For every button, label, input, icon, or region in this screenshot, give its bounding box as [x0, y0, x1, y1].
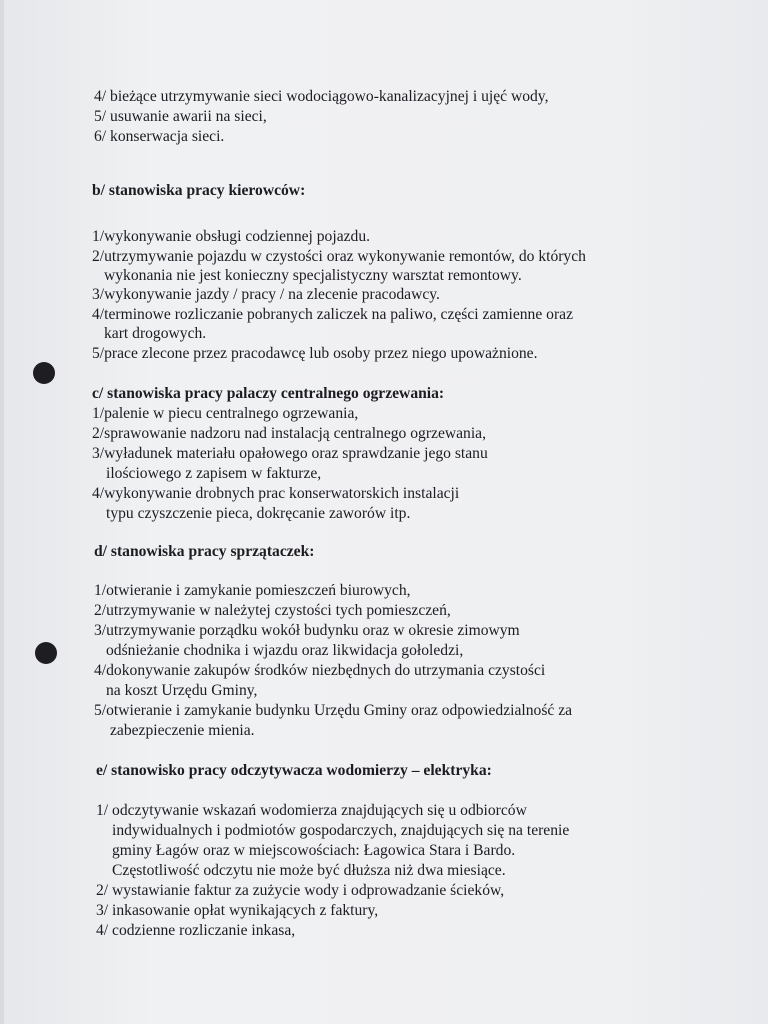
list-item-continuation: na koszt Urzędu Gminy,: [106, 682, 258, 699]
list-item: 4/ bieżące utrzymywanie sieci wodociągowo-kanalizacyjnej i ujęć wody,: [94, 88, 549, 105]
list-item: 1/otwieranie i zamykanie pomieszczeń biurowych,: [94, 582, 411, 599]
list-item: 5/prace zlecone przez pracodawcę lub osoby przez niego upoważnione.: [92, 345, 538, 362]
list-item-continuation: Częstotliwość odczytu nie może być dłuższa niż dwa miesiące.: [112, 862, 506, 879]
list-item-continuation: gminy Łagów oraz w miejscowościach: Łagowica Stara i Bardo.: [112, 842, 516, 859]
list-item: 3/wyładunek materiału opałowego oraz sprawdzanie jego stanu: [92, 445, 488, 462]
punch-hole-icon: [35, 642, 57, 664]
list-item: 5/otwieranie i zamykanie budynku Urzędu Gminy oraz odpowiedzialność za: [94, 702, 573, 719]
list-item: 6/ konserwacja sieci.: [94, 128, 225, 145]
list-item: 2/utrzymywanie w należytej czystości tych pomieszczeń,: [94, 602, 451, 619]
list-item-continuation: indywidualnych i podmiotów gospodarczych, znajdujących się na terenie: [112, 822, 570, 839]
list-item: 4/terminowe rozliczanie pobranych zaliczek na paliwo, części zamienne oraz: [92, 306, 573, 323]
section-heading: e/ stanowisko pracy odczytywacza wodomierzy – elektryka:: [96, 762, 492, 779]
list-item: 4/dokonywanie zakupów środków niezbędnych do utrzymania czystości: [94, 662, 546, 679]
list-item: 3/wykonywanie jazdy / pracy / na zlecenie pracodawcy.: [92, 286, 440, 303]
list-item-continuation: wykonania nie jest konieczny specjalistyczny warsztat remontowy.: [104, 267, 522, 284]
list-item: 2/sprawowanie nadzoru nad instalacją centralnego ogrzewania,: [92, 425, 487, 442]
list-item: 4/wykonywanie drobnych prac konserwatorskich instalacji: [92, 485, 460, 502]
list-item: 1/wykonywanie obsługi codziennej pojazdu.: [92, 228, 371, 245]
punch-hole-icon: [33, 362, 55, 384]
list-item: 5/ usuwanie awarii na sieci,: [94, 108, 267, 125]
list-item: 4/ codzienne rozliczanie inkasa,: [96, 922, 296, 939]
list-item-continuation: odśnieżanie chodnika i wjazdu oraz likwidacja gołoledzi,: [106, 642, 464, 659]
list-item: 1/ odczytywanie wskazań wodomierza znajdujących się u odbiorców: [96, 802, 527, 819]
list-item: 3/utrzymywanie porządku wokół budynku oraz w okresie zimowym: [94, 622, 520, 639]
section-heading: b/ stanowiska pracy kierowców:: [92, 182, 306, 199]
list-item-continuation: kart drogowych.: [104, 325, 207, 342]
section-heading: c/ stanowiska pracy palaczy centralnego ogrzewania:: [92, 385, 445, 402]
list-item: 1/palenie w piecu centralnego ogrzewania,: [92, 405, 359, 422]
list-item-continuation: zabezpieczenie mienia.: [110, 722, 255, 739]
list-item: 3/ inkasowanie opłat wynikających z faktury,: [96, 902, 379, 919]
section-heading: d/ stanowiska pracy sprzątaczek:: [94, 543, 315, 560]
page-edge-shadow: [0, 0, 4, 1024]
list-item-continuation: typu czyszczenie pieca, dokręcanie zaworów itp.: [106, 505, 411, 522]
list-item: 2/utrzymywanie pojazdu w czystości oraz wykonywanie remontów, do których: [92, 248, 586, 265]
list-item-continuation: ilościowego z zapisem w fakturze,: [106, 465, 322, 482]
list-item: 2/ wystawianie faktur za zużycie wody i odprowadzanie ścieków,: [96, 882, 505, 899]
